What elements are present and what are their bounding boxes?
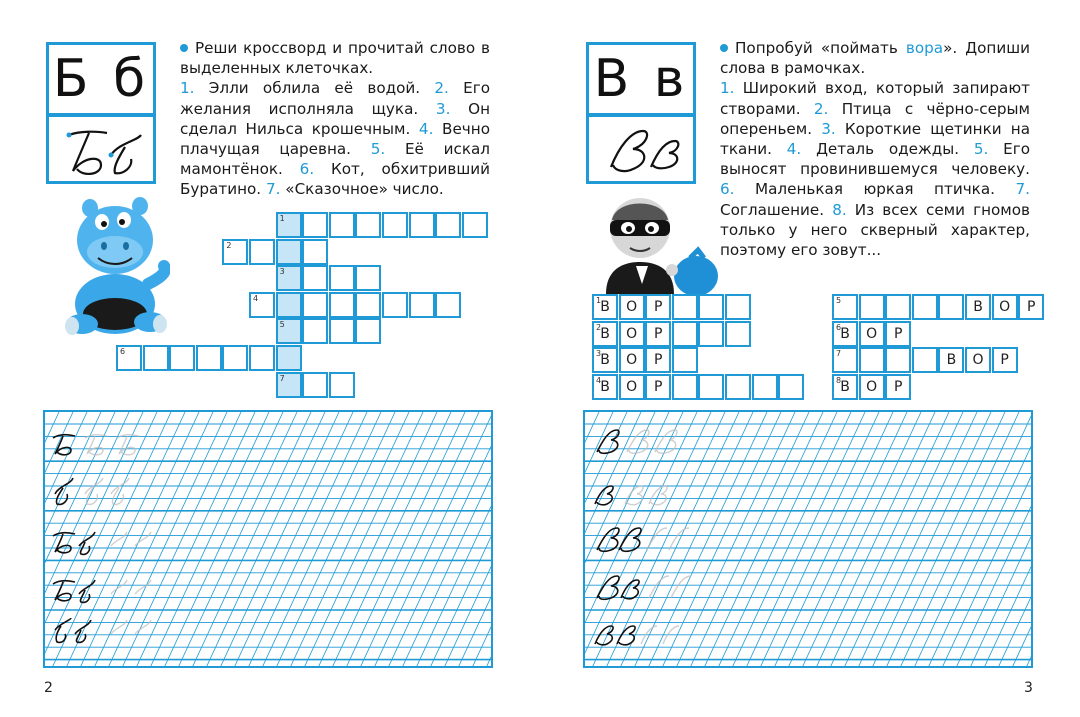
left-task-text: Реши кроссворд и прочитай слово в выделенных клеточках. 1. Элли облила её водой. 2. Его желания исполняла щука. 3. Он сделал Нильса крошечным. 4. Вечно плачущая царевна. 5. Её искал мамонтёнок. 6. Кот, обхитривший Буратино. 7. «Сказочное» число. (180, 39, 491, 199)
crossword-cell[interactable] (435, 212, 461, 238)
hippo-illustration-icon (60, 192, 170, 342)
crossword-clue-number: 5 (279, 320, 285, 330)
crossword-cell[interactable] (355, 265, 381, 291)
letter-card-v (586, 42, 696, 184)
crossword-clue-number: 7 (279, 373, 285, 383)
crossword-letter: В (600, 325, 610, 342)
crossword-cell[interactable] (619, 374, 645, 400)
crossword-cell[interactable] (832, 347, 858, 373)
crossword-letter: Р (653, 325, 663, 342)
crossword-letter: О (972, 352, 984, 369)
crossword-cell[interactable] (276, 372, 302, 398)
crossword-cell[interactable] (435, 292, 461, 318)
crossword-cell[interactable] (778, 374, 804, 400)
crossword-cell[interactable] (912, 347, 938, 373)
crossword-letter: В (600, 299, 610, 315)
crossword-cell[interactable] (672, 321, 698, 347)
crossword-letter: О (626, 378, 638, 395)
crossword-letter: О (999, 299, 1011, 315)
cursive-samples-icon (585, 412, 1033, 668)
right-task-text: Попробуй «поймать вора». Допиши слова в рамочках. 1. Широкий вход, который запирают створами. 2. Птица с чёрно-серым опереньем. 3. Короткие щетинки на ткани. 4. Деталь одежды. 5. Его выносят провинившемуся человеку. 6. Маленькая юркая птичка. 7. Соглашение. 8. Из всех семи гномов только у него скверный характер, поэтому его зовут... (720, 39, 1030, 260)
crossword-cell[interactable] (143, 345, 169, 371)
crossword-cell[interactable] (249, 239, 275, 265)
crossword-cell[interactable] (992, 347, 1018, 373)
crossword-cell[interactable] (698, 374, 724, 400)
crossword-clue-number: 2 (596, 322, 602, 332)
crossword-cell[interactable] (832, 374, 858, 400)
crossword-cell[interactable] (355, 292, 381, 318)
crossword-cell[interactable] (619, 321, 645, 347)
crossword-clue-number: 8 (836, 375, 842, 385)
crossword-cell[interactable] (329, 212, 355, 238)
crossword-cell[interactable] (276, 265, 302, 291)
crossword-letter: Р (653, 378, 663, 395)
crossword-clue-number: 2 (226, 240, 232, 250)
crossword-cell[interactable] (645, 347, 671, 373)
crossword-cell[interactable] (992, 294, 1018, 320)
crossword-cell[interactable] (832, 294, 858, 320)
crossword-cell[interactable] (1018, 294, 1044, 320)
crossword-cell[interactable] (832, 321, 858, 347)
printed-letter-b: Б б (52, 49, 150, 109)
crossword-cell[interactable] (409, 292, 435, 318)
crossword-cell[interactable] (249, 345, 275, 371)
crossword-clue-number: 3 (279, 267, 285, 277)
crossword-letter: В (600, 378, 610, 395)
crossword-cell[interactable] (859, 294, 885, 320)
crossword-cell[interactable] (885, 347, 911, 373)
crossword-cell[interactable] (725, 374, 751, 400)
crossword-cell[interactable] (619, 347, 645, 373)
crossword-cell[interactable] (329, 292, 355, 318)
crossword-cell[interactable] (382, 292, 408, 318)
crossword-letter: О (866, 378, 878, 395)
crossword-cell[interactable] (116, 345, 142, 371)
crossword-cell[interactable] (302, 372, 328, 398)
crossword-cell[interactable] (592, 321, 618, 347)
crossword-cell[interactable] (938, 294, 964, 320)
crossword-cell[interactable] (249, 292, 275, 318)
crossword-cell[interactable] (698, 321, 724, 347)
crossword-letter: Р (893, 325, 903, 342)
crossword-letter: В (600, 352, 610, 369)
crossword-letter: В (973, 299, 983, 315)
crossword-cell[interactable] (859, 347, 885, 373)
crossword-cell[interactable] (329, 318, 355, 344)
crossword-letter: Р (1000, 352, 1009, 369)
crossword-letter: Р (653, 299, 663, 315)
crossword-clue-number: 4 (253, 293, 259, 303)
crossword-cell[interactable] (462, 212, 488, 238)
crossword-cell[interactable] (885, 374, 911, 400)
crossword-letter: Р (653, 352, 663, 369)
crossword-letter: В (840, 378, 850, 395)
crossword-cell[interactable] (382, 212, 408, 238)
crossword-cell[interactable] (355, 318, 381, 344)
crossword-clue-number: 5 (836, 296, 842, 305)
crossword-cell[interactable] (276, 212, 302, 238)
crossword-clue-number: 3 (596, 349, 602, 359)
crossword-cell[interactable] (672, 347, 698, 373)
crossword-letter: В (840, 325, 850, 342)
crossword-cell[interactable] (725, 321, 751, 347)
crossword-cell[interactable] (938, 347, 964, 373)
crossword-cell[interactable] (302, 212, 328, 238)
crossword-cell[interactable] (302, 318, 328, 344)
crossword-clue-number: 6 (120, 347, 126, 356)
crossword-cell[interactable] (672, 294, 698, 320)
crossword-cell[interactable] (302, 265, 328, 291)
crossword-letter: О (626, 352, 638, 369)
crossword-clue-number: 6 (836, 322, 842, 332)
crossword-cell[interactable] (409, 212, 435, 238)
crossword-cell[interactable] (885, 294, 911, 320)
crossword-cell[interactable] (276, 292, 302, 318)
crossword-letter: О (866, 325, 878, 342)
crossword-cell[interactable] (698, 294, 724, 320)
crossword-cell[interactable] (725, 294, 751, 320)
crossword-letter: Р (1026, 299, 1036, 315)
crossword-cell[interactable] (276, 318, 302, 344)
crossword-cell[interactable] (355, 212, 381, 238)
cursive-samples-icon (45, 412, 493, 668)
crossword-cell[interactable] (169, 345, 195, 371)
crossword-cell[interactable] (276, 345, 302, 371)
crossword-cell[interactable] (645, 374, 671, 400)
cursive-letter-b-icon (49, 117, 153, 181)
crossword-cell[interactable] (619, 294, 645, 320)
crossword-cell[interactable] (592, 347, 618, 373)
crossword-cell[interactable] (859, 374, 885, 400)
crossword-cell[interactable] (329, 265, 355, 291)
crossword-cell[interactable] (912, 294, 938, 320)
crossword-clue-number: 1 (279, 214, 285, 223)
crossword-clue-number: 4 (596, 375, 602, 385)
letter-card-b (46, 42, 156, 184)
crossword-cell[interactable] (592, 374, 618, 400)
crossword-letter: Р (893, 378, 903, 395)
thief-illustration-icon (596, 194, 718, 294)
crossword-clue-number: 7 (836, 349, 842, 359)
crossword-cell[interactable] (885, 321, 911, 347)
crossword-cell[interactable] (672, 374, 698, 400)
crossword-cell[interactable] (859, 321, 885, 347)
bullet-icon (720, 44, 728, 52)
crossword-cell[interactable] (752, 374, 778, 400)
crossword-cell[interactable] (222, 345, 248, 371)
crossword-cell[interactable] (302, 292, 328, 318)
crossword-clue-number: 1 (596, 296, 602, 305)
crossword-cell[interactable] (645, 321, 671, 347)
cursive-letter-v-icon (589, 117, 693, 181)
crossword-letter: В (946, 352, 957, 369)
crossword-cell[interactable] (222, 239, 248, 265)
bullet-icon (180, 44, 188, 52)
crossword-letter: О (626, 299, 638, 315)
page-number-left: 2 (44, 680, 53, 696)
crossword-cell[interactable] (329, 372, 355, 398)
crossword-cell[interactable] (592, 294, 618, 320)
printed-letter-v: В в (593, 49, 689, 109)
left-handwriting-sheet[interactable] (43, 410, 493, 668)
crossword-cell[interactable] (965, 294, 991, 320)
crossword-cell[interactable] (276, 239, 302, 265)
crossword-cell[interactable] (302, 239, 328, 265)
crossword-cell[interactable] (196, 345, 222, 371)
crossword-cell[interactable] (645, 294, 671, 320)
crossword-cell[interactable] (965, 347, 991, 373)
crossword-letter: О (626, 325, 638, 342)
right-handwriting-sheet[interactable] (583, 410, 1033, 668)
page-number-right: 3 (1024, 680, 1033, 696)
